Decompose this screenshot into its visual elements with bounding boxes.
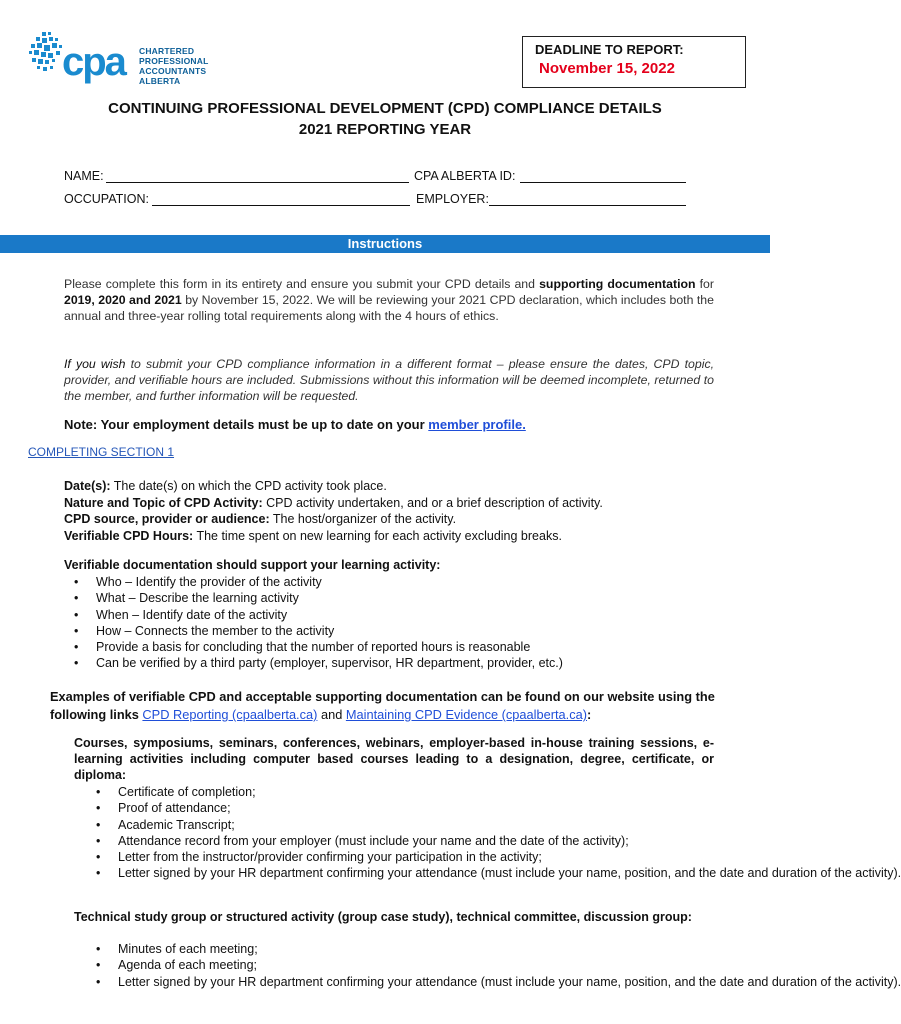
courses-heading: Courses, symposiums, seminars, conferences, webinars, employer-based in-house training sessions, e-learning activities including computer based courses leading to a designation, degree, certificate, or diploma: xyxy=(74,736,714,782)
deadline-label: DEADLINE TO REPORT: xyxy=(535,42,684,57)
deadline-date: November 15, 2022 xyxy=(539,60,675,77)
list-item: • Letter signed by your HR department confirming your attendance (must include your name, position, and the date and duration of the activity). xyxy=(86,974,726,990)
text-run: to submit your CPD compliance information in a different format – please ensure the dates, CPD topic, provider, and verifiable hours are included. Submissions without this information will be deemed incomplete, returned to the member, and further information will be requested. xyxy=(64,357,715,403)
courses-list xyxy=(86,784,901,882)
text-run: Please complete this form in its entirety and ensure you submit your CPD details and xyxy=(64,277,540,291)
text-run: Examples of verifiable CPD and acceptable supporting documentation can be found on our website using the following links xyxy=(50,689,715,722)
examples-heading xyxy=(50,688,730,724)
format-paragraph xyxy=(64,356,714,404)
employer-label: EMPLOYER: xyxy=(416,192,489,206)
section-1-header[interactable]: COMPLETING SECTION 1 xyxy=(28,445,175,459)
member-profile-link[interactable]: member profile. xyxy=(428,417,526,432)
logo-org-name xyxy=(139,46,208,86)
definition-term: Verifiable CPD Hours: xyxy=(64,528,194,543)
page-subtitle: 2021 REPORTING YEAR xyxy=(298,121,472,138)
list-item: • Minutes of each meeting; xyxy=(86,941,726,957)
list-item: • Academic Transcript; xyxy=(86,817,726,833)
instructions-heading: Instructions xyxy=(347,236,423,251)
list-item: • Agenda of each meeting; xyxy=(86,957,726,973)
employer-field[interactable] xyxy=(489,205,686,206)
verifiable-list xyxy=(64,574,563,672)
list-item: • Letter from the instructor/provider confirming your participation in the activity; xyxy=(86,849,726,865)
list-item: • What – Describe the learning activity xyxy=(64,590,563,606)
page-title: CONTINUING PROFESSIONAL DEVELOPMENT (CPD) COMPLIANCE DETAILS xyxy=(108,100,662,117)
list-item: • When – Identify date of the activity xyxy=(64,607,563,623)
definition-item xyxy=(64,511,603,528)
text-run: Note: Your employment details must be up to date on your xyxy=(64,417,429,432)
list-item: • Proof of attendance; xyxy=(86,800,726,816)
occupation-field[interactable] xyxy=(152,205,410,206)
logo-line: ALBERTA xyxy=(139,76,181,86)
list-item: • Certificate of completion; xyxy=(86,784,726,800)
technical-heading: Technical study group or structured activity (group case study), technical committee, discussion group: xyxy=(74,910,692,924)
definition-desc: The date(s) on which the CPD activity took place. xyxy=(110,479,387,493)
definition-term: CPD source, provider or audience: xyxy=(64,512,270,526)
list-item: • How – Connects the member to the activity xyxy=(64,623,563,639)
technical-list xyxy=(86,941,901,990)
text-run: for xyxy=(695,277,714,291)
logo-brand: cpa xyxy=(62,40,125,84)
list-item: • Attendance record from your employer (must include your name and the date of the activity); xyxy=(86,833,726,849)
name-label: NAME: xyxy=(64,169,104,183)
definition-item xyxy=(64,528,603,545)
list-item: • Letter signed by your HR department confirming your attendance (must include your name, position, and the date and duration of the activity). xyxy=(86,865,726,881)
definition-item xyxy=(64,495,603,512)
text-run: and xyxy=(317,707,346,722)
definition-desc: The time spent on new learning for each activity excluding breaks. xyxy=(193,528,562,543)
list-item: • Can be verified by a third party (employer, supervisor, HR department, provider, etc.) xyxy=(64,655,563,671)
text-run: : xyxy=(587,707,592,722)
name-field[interactable] xyxy=(106,182,409,183)
logo-line: CHARTERED xyxy=(139,46,195,56)
logo-line: ACCOUNTANTS xyxy=(139,66,207,76)
employment-note xyxy=(64,417,526,432)
list-item: • Provide a basis for concluding that the number of reported hours is reasonable xyxy=(64,639,563,655)
verifiable-heading: Verifiable documentation should support your learning activity: xyxy=(64,558,441,572)
text-run: by November 15, 2022. We will be reviewing your 2021 CPD declaration, which includes both the annual and three-year rolling total requirements along with the 4 hours of ethics. xyxy=(64,293,714,323)
cpa-id-field[interactable] xyxy=(520,182,686,183)
occupation-label: OCCUPATION: xyxy=(64,192,149,206)
logo-line: PROFESSIONAL xyxy=(139,56,209,66)
text-run-bold: supporting documentation xyxy=(539,277,696,291)
instructions-paragraph xyxy=(64,276,714,324)
definition-desc: The host/organizer of the activity. xyxy=(269,512,457,526)
maintaining-cpd-evidence-link[interactable]: Maintaining CPD Evidence (cpaalberta.ca) xyxy=(345,707,588,722)
cpd-reporting-link[interactable]: CPD Reporting (cpaalberta.ca) xyxy=(142,707,318,722)
text-run-bold: 2019, 2020 and 2021 xyxy=(64,293,182,307)
definition-term: Nature and Topic of CPD Activity: xyxy=(64,495,263,510)
definition-item xyxy=(64,478,603,495)
definitions-list xyxy=(64,478,603,544)
cpa-id-label: CPA ALBERTA ID: xyxy=(414,169,516,183)
list-item: • Who – Identify the provider of the activity xyxy=(64,574,563,590)
definition-desc: CPD activity undertaken, and or a brief description of activity. xyxy=(262,495,603,510)
definition-term: Date(s): xyxy=(64,479,111,493)
text-run: If you wish xyxy=(64,357,126,371)
